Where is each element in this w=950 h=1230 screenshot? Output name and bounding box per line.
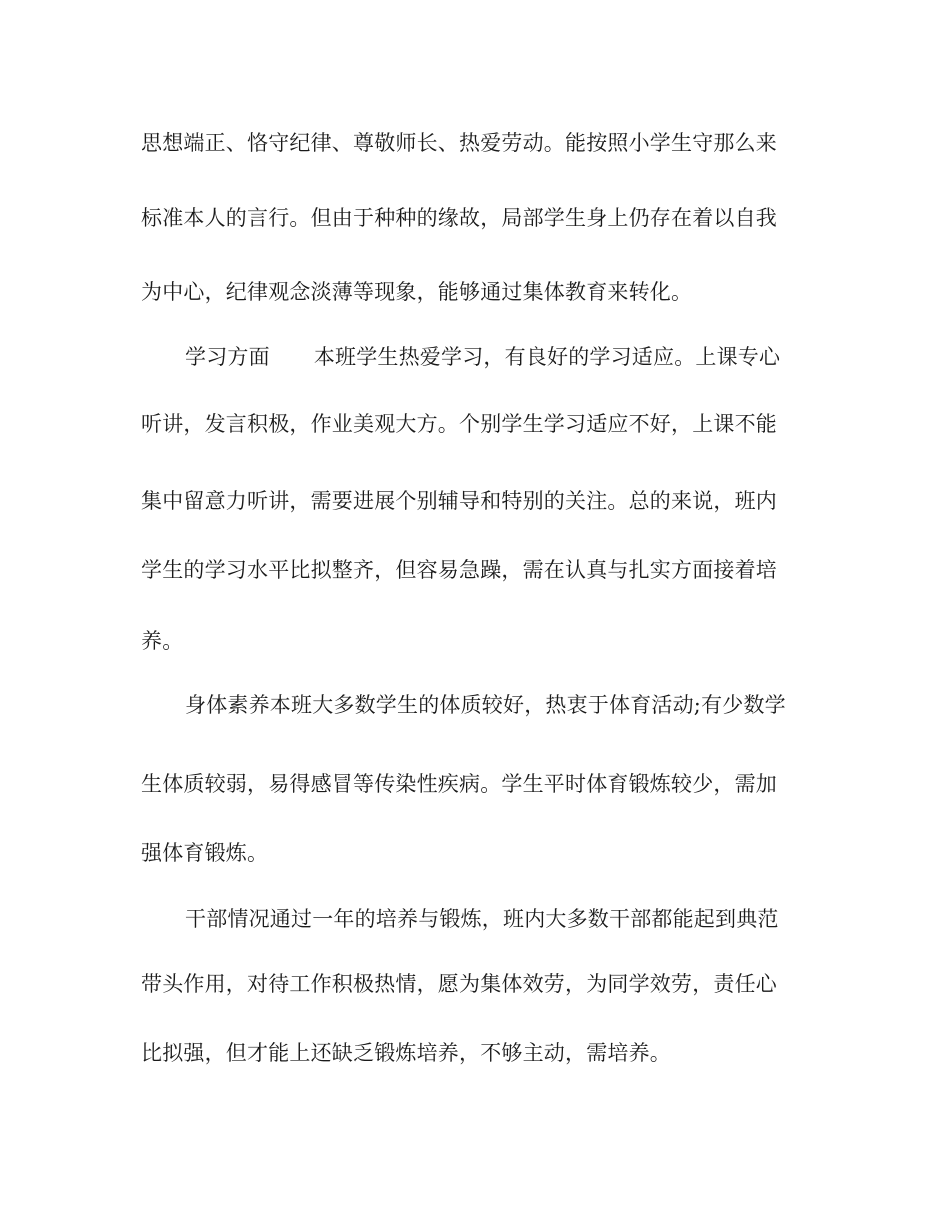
text-line: 比拟强，但才能上还缺乏锻炼培养，不够主动，需培养。 bbox=[141, 1041, 671, 1065]
paragraph-heading-line bbox=[185, 344, 865, 370]
paragraph-first-line: 干部情况通过一年的培养与锻炼，班内大多数干部都能起到典范 bbox=[185, 907, 779, 931]
section-text: 本班学生热爱学习，有良好的学习适应。上课专心 bbox=[313, 345, 781, 369]
text-line: 集中留意力听讲，需要进展个别辅导和特别的关注。总的来说，班内 bbox=[141, 489, 777, 513]
text-line: 带头作用，对待工作积极热情，愿为集体效劳，为同学效劳，责任心 bbox=[141, 972, 777, 996]
text-line: 为中心，纪律观念淡薄等现象，能够通过集体教育来转化。 bbox=[141, 280, 693, 304]
text-line: 养。 bbox=[141, 629, 184, 653]
text-line: 听讲，发言积极，作业美观大方。个别学生学习适应不好，上课不能 bbox=[141, 412, 777, 436]
text-line: 强体育锻炼。 bbox=[141, 841, 269, 865]
paragraph-first-line: 身体素养本班大多数学生的体质较好，热衷于体育活动;有少数学 bbox=[185, 693, 786, 717]
text-line: 思想端正、恪守纪律、尊敬师长、热爱劳动。能按照小学生守那么来 bbox=[141, 131, 777, 155]
section-heading: 学习方面 bbox=[185, 345, 270, 369]
text-line: 学生的学习水平比拟整齐，但容易急躁，需在认真与扎实方面接着培 bbox=[141, 558, 777, 582]
text-line: 标准本人的言行。但由于种种的缘故，局部学生身上仍存在着以自我 bbox=[141, 206, 777, 230]
text-line: 生体质较弱，易得感冒等传染性疾病。学生平时体育锻炼较少，需加 bbox=[141, 772, 777, 796]
